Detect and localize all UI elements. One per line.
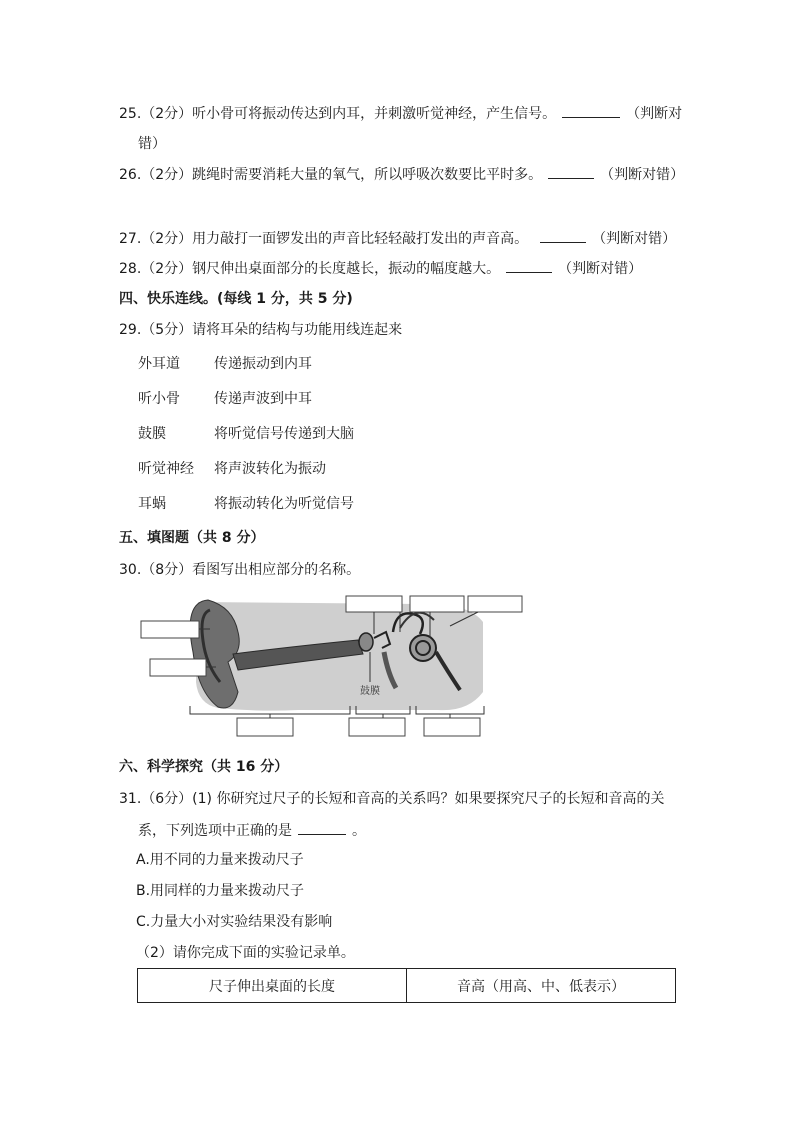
question-31-line2 — [138, 820, 366, 841]
label-box[interactable] — [346, 596, 402, 612]
function-item[interactable]: 将振动转化为听觉信号 — [214, 496, 354, 512]
structure-item[interactable]: 听觉神经 — [138, 461, 194, 477]
label-box[interactable] — [141, 621, 199, 638]
question-26-suffix: （判断对错） — [600, 167, 685, 183]
label-box[interactable] — [410, 596, 464, 612]
answer-blank[interactable] — [562, 103, 620, 118]
question-27-text: 27.（2分）用力敲打一面锣发出的声音比轻轻敲打发出的声音高。 — [119, 231, 529, 247]
label-box[interactable] — [468, 596, 522, 612]
section-5-heading: 五、填图题（共 8 分） — [119, 530, 265, 546]
function-item[interactable]: 传递声波到中耳 — [214, 391, 312, 407]
question-26-text: 26.（2分）跳绳时需要消耗大量的氧气，所以呼吸次数要比平时多。 — [119, 167, 543, 183]
figure-label-eardrum: 鼓膜 — [360, 686, 380, 697]
question-27 — [119, 228, 676, 249]
question-28 — [119, 258, 642, 279]
record-table — [137, 968, 676, 1003]
answer-blank[interactable] — [540, 228, 586, 243]
question-26 — [119, 164, 684, 185]
function-item[interactable]: 传递振动到内耳 — [214, 356, 312, 372]
pinna-shape — [190, 600, 239, 708]
cochlea-shape — [410, 635, 436, 661]
question-28-suffix: （判断对错） — [558, 261, 643, 277]
question-31-line1: 31.（6分）(1) 你研究过尺子的长短和音高的关系吗？如果要探究尺子的长短和音高的关 — [119, 791, 665, 807]
table-header-length: 尺子伸出桌面的长度 — [209, 978, 335, 995]
section-4-heading: 四、快乐连线。(每线 1 分，共 5 分) — [119, 291, 353, 307]
structure-item[interactable]: 听小骨 — [138, 391, 180, 407]
question-31-part2: （2）请你完成下面的实验记录单。 — [136, 945, 355, 961]
answer-blank[interactable] — [548, 164, 594, 179]
option-c[interactable]: C.力量大小对实验结果没有影响 — [136, 914, 333, 930]
question-29-text: 29.（5分）请将耳朵的结构与功能用线连起来 — [119, 322, 403, 338]
structure-item[interactable]: 外耳道 — [138, 356, 180, 372]
table-header-pitch: 音高（用高、中、低表示） — [406, 969, 675, 1002]
label-box[interactable] — [150, 659, 206, 676]
structure-item[interactable]: 鼓膜 — [138, 426, 166, 442]
section-6-heading: 六、科学探究（共 16 分） — [119, 759, 289, 775]
eardrum-shape — [359, 633, 373, 651]
question-31-line2-end: 。 — [352, 823, 366, 839]
answer-blank[interactable] — [298, 820, 346, 835]
ear-diagram — [138, 592, 528, 744]
function-item[interactable]: 将声波转化为振动 — [214, 461, 326, 477]
label-box[interactable] — [424, 718, 480, 736]
question-30-text: 30.（8分）看图写出相应部分的名称。 — [119, 562, 361, 578]
option-b[interactable]: B.用同样的力量来拨动尺子 — [136, 883, 305, 899]
question-25-wrap: 错） — [138, 136, 166, 152]
structure-item[interactable]: 耳蜗 — [138, 496, 166, 512]
answer-blank[interactable] — [506, 258, 552, 273]
question-25-text: 25.（2分）听小骨可将振动传达到内耳，并刺激听觉神经，产生信号。 — [119, 106, 557, 122]
question-28-text: 28.（2分）钢尺伸出桌面部分的长度越长，振动的幅度越大。 — [119, 261, 501, 277]
question-27-suffix: （判断对错） — [592, 231, 677, 247]
label-box[interactable] — [349, 718, 405, 736]
option-a[interactable]: A.用不同的力量来拨动尺子 — [136, 852, 304, 868]
question-25-suffix: （判断对 — [626, 106, 683, 122]
label-box[interactable] — [237, 718, 293, 736]
question-25 — [119, 103, 682, 124]
function-item[interactable]: 将听觉信号传递到大脑 — [214, 426, 354, 442]
question-31-line2-text: 系，下列选项中正确的是 — [138, 823, 292, 839]
